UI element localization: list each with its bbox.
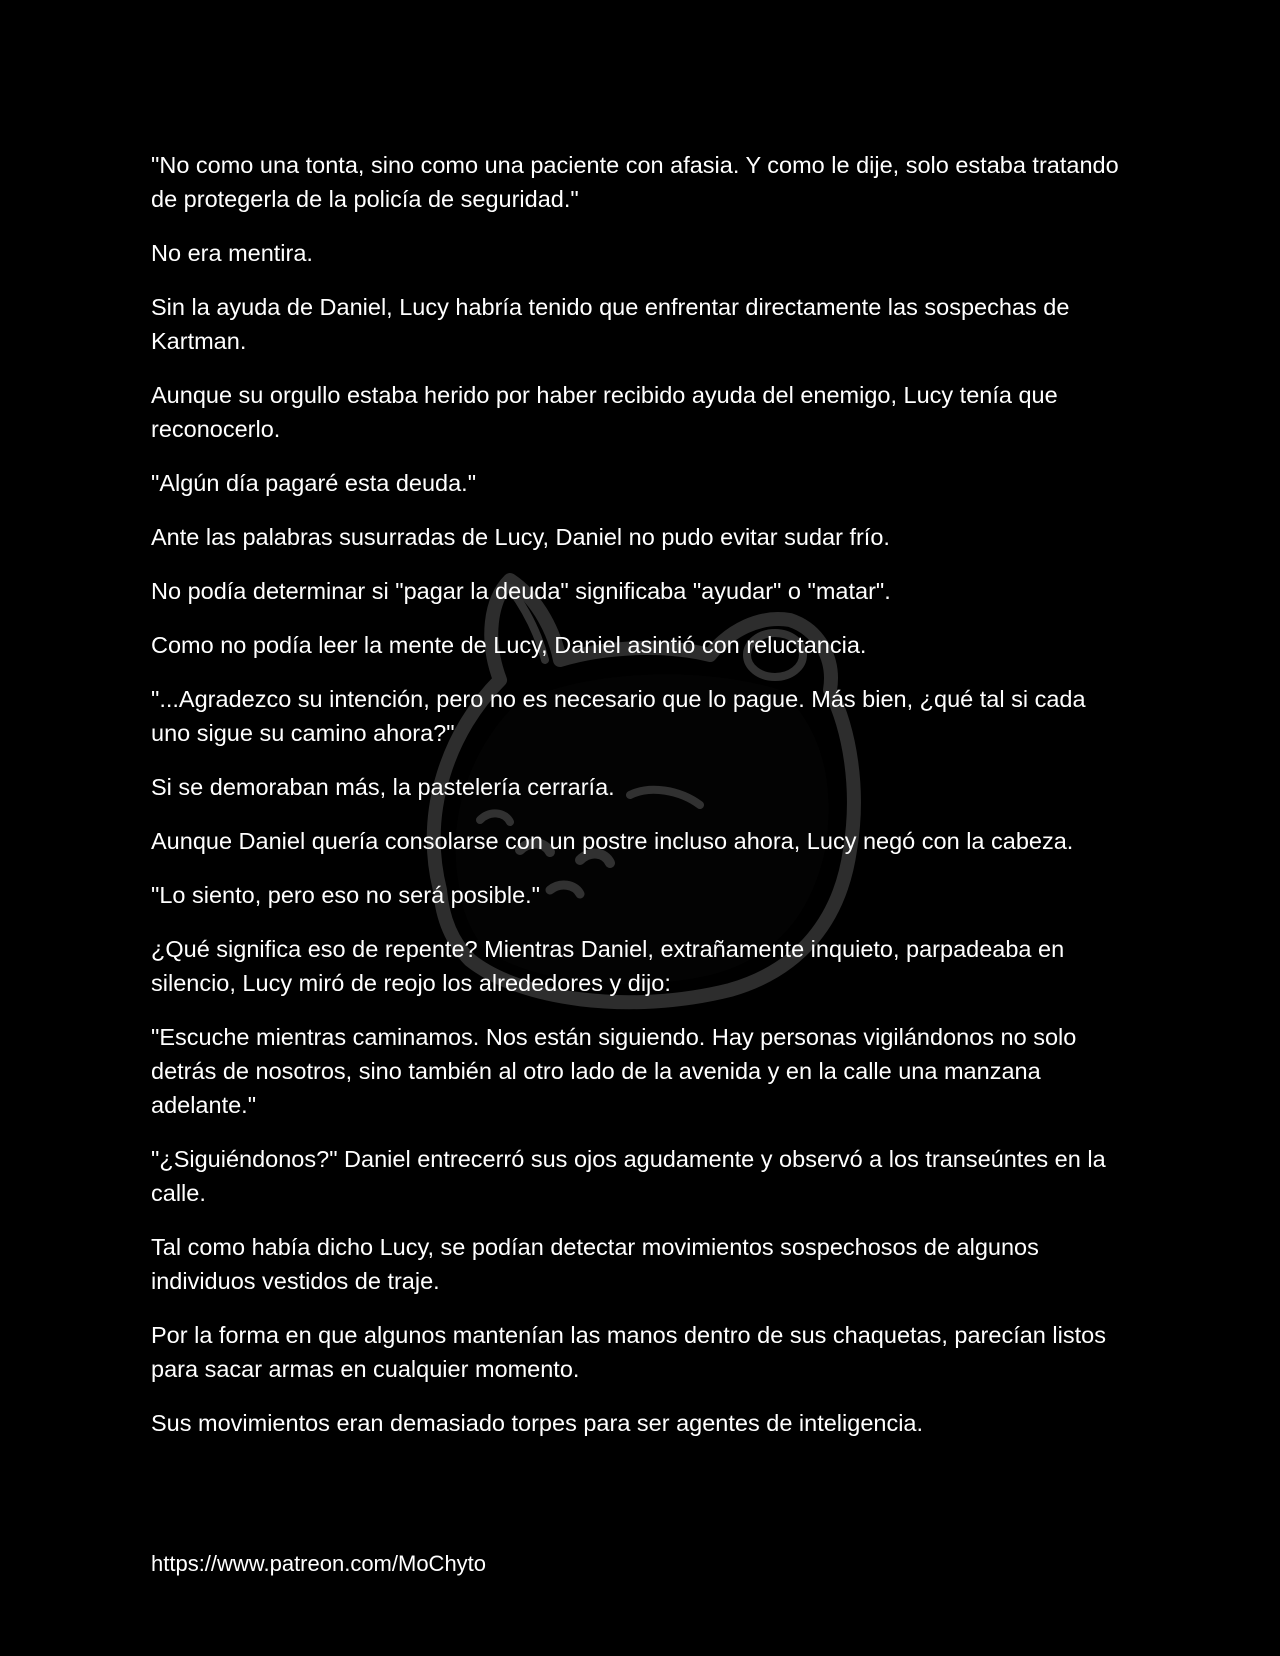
paragraph: Sus movimientos eran demasiado torpes para ser agentes de inteligencia.: [151, 1410, 924, 1436]
paragraph: "...Agradezco su intención, pero no es necesario que lo pague. Más bien, ¿qué tal si cada uno sigue su camino ahora?": [151, 686, 1086, 746]
paragraph: Como no podía leer la mente de Lucy, Daniel asintió con reluctancia.: [151, 632, 867, 658]
paragraph: "Escuche mientras caminamos. Nos están siguiendo. Hay personas vigilándonos no solo detrás de nosotros, sino también al otro lado de la avenida y en la calle una manzana adelante.": [151, 1024, 1077, 1118]
paragraph: "No como una tonta, sino como una paciente con afasia. Y como le dije, solo estaba tratando de protegerla de la policía de seguridad.": [151, 152, 1119, 212]
paragraph: No era mentira.: [151, 240, 313, 266]
patreon-link[interactable]: https://www.patreon.com/MoChyto: [151, 1551, 487, 1576]
story-text: [151, 148, 1131, 1460]
paragraph: Aunque su orgullo estaba herido por haber recibido ayuda del enemigo, Lucy tenía que reconocerlo.: [151, 382, 1058, 442]
paragraph: No podía determinar si "pagar la deuda" significaba "ayudar" o "matar".: [151, 578, 891, 604]
paragraph: Aunque Daniel quería consolarse con un postre incluso ahora, Lucy negó con la cabeza.: [151, 828, 1074, 854]
paragraph: Por la forma en que algunos mantenían las manos dentro de sus chaquetas, parecían listos para sacar armas en cualquier momento.: [151, 1322, 1106, 1382]
paragraph: Si se demoraban más, la pastelería cerraría.: [151, 774, 615, 800]
paragraph: "Algún día pagaré esta deuda.": [151, 470, 477, 496]
paragraph: "Lo siento, pero eso no será posible.": [151, 882, 541, 908]
paragraph: Tal como había dicho Lucy, se podían detectar movimientos sospechosos de algunos individuos vestidos de traje.: [151, 1234, 1039, 1294]
paragraph: ¿Qué significa eso de repente? Mientras Daniel, extrañamente inquieto, parpadeaba en silencio, Lucy miró de reojo los alrededores y dijo:: [151, 936, 1065, 996]
paragraph: "¿Siguiéndonos?" Daniel entrecerró sus ojos agudamente y observó a los transeúntes en la calle.: [151, 1146, 1106, 1206]
paragraph: Sin la ayuda de Daniel, Lucy habría tenido que enfrentar directamente las sospechas de Kartman.: [151, 294, 1070, 354]
paragraph: Ante las palabras susurradas de Lucy, Daniel no pudo evitar sudar frío.: [151, 524, 890, 550]
